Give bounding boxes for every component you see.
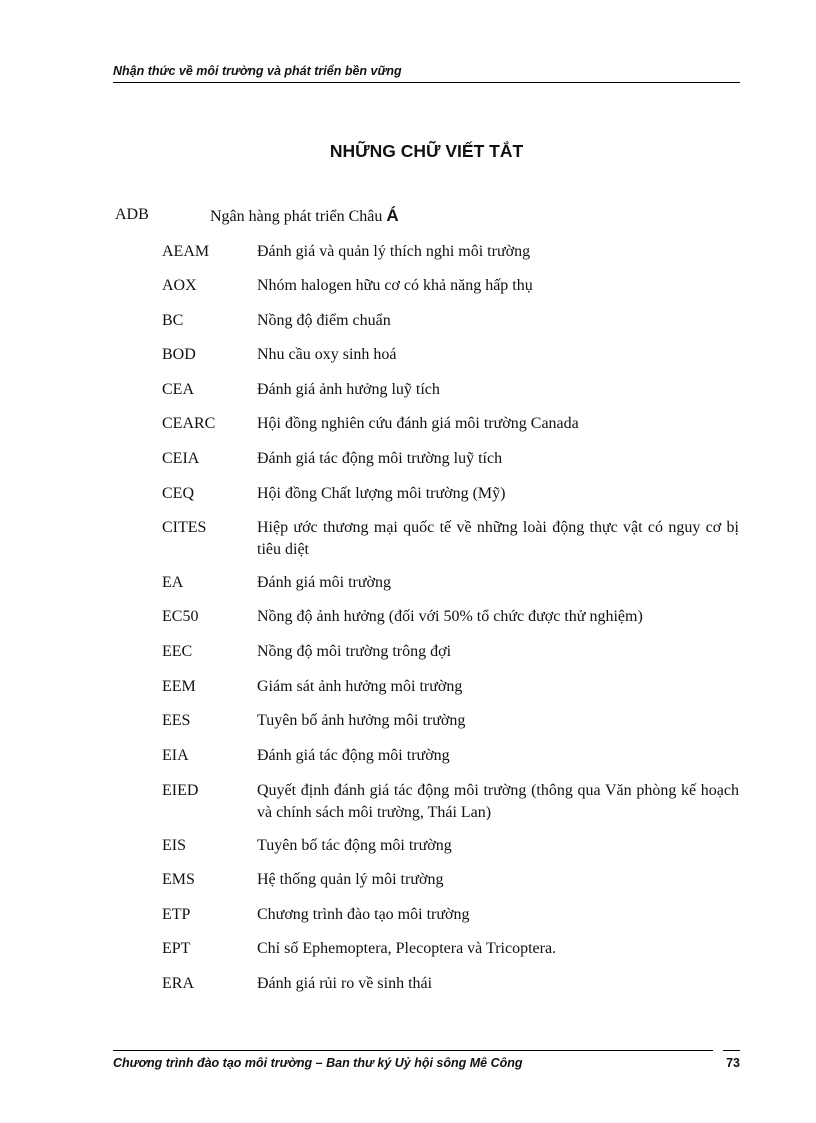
footer-rule-page	[723, 1050, 740, 1051]
abbreviation: ERA	[162, 975, 194, 992]
abbreviation-meaning: Hệ thống quản lý môi trường	[257, 871, 444, 888]
abbreviation: CEIA	[162, 450, 200, 467]
abbreviation-meaning: Nồng độ ảnh hưởng (đối với 50% tổ chức được thử nghiệm)	[257, 608, 643, 625]
abbreviation-meaning: Giám sát ảnh hưởng môi trường	[257, 678, 463, 695]
abbreviation-meaning: Đánh giá môi trường	[257, 574, 391, 591]
abbreviation-meaning: Nồng độ điểm chuẩn	[257, 312, 391, 329]
abbreviation-meaning: Đánh giá rủi ro về sinh thái	[257, 975, 433, 992]
abbreviation: BOD	[162, 346, 196, 363]
abbreviation: EA	[162, 574, 184, 591]
abbreviation-meaning: Tuyên bố ảnh hưởng môi trường	[257, 712, 466, 729]
page-title: NHỮNG CHỮ VIẾT TẮT	[329, 141, 524, 161]
abbreviation-meaning: Nhu cầu oxy sinh hoá	[257, 346, 397, 363]
abbreviation: EEC	[162, 643, 193, 660]
abbreviation: EIS	[162, 837, 186, 854]
abbreviation-meaning: Chương trình đào tạo môi trường	[257, 906, 470, 923]
abbreviation-meaning	[210, 206, 399, 226]
abbreviation: BC	[162, 312, 184, 329]
abbreviation: ETP	[162, 906, 191, 923]
abbreviation-meaning-emphasis: Á	[386, 206, 399, 225]
header-rule	[113, 82, 740, 83]
abbreviation: AOX	[162, 277, 197, 294]
abbreviation-meaning: Đánh giá tác động môi trường	[257, 747, 450, 764]
abbreviation-meaning: Đánh giá và quản lý thích nghi môi trường	[257, 243, 531, 260]
footer-rule	[113, 1050, 713, 1051]
abbreviation-meaning: Đánh giá tác động môi trường luỹ tích	[257, 450, 503, 467]
abbreviation: EEM	[162, 678, 196, 695]
abbreviation: EIA	[162, 747, 189, 764]
abbreviation: CEA	[162, 381, 194, 398]
page-footer: Chương trình đào tạo môi trường – Ban thư ký Uỷ hội sông Mê Công	[113, 1056, 523, 1070]
abbreviation-meaning-text: Ngân hàng phát triển Châu	[210, 208, 387, 225]
abbreviation: CITES	[162, 519, 207, 536]
abbreviation: EIED	[162, 782, 199, 799]
abbreviation: AEAM	[162, 243, 210, 260]
abbreviation-meaning: Nồng độ môi trường trông đợi	[257, 643, 452, 660]
abbreviation-meaning: Nhóm halogen hữu cơ có khả năng hấp thụ	[257, 277, 533, 294]
abbreviation-meaning: Hội đồng Chất lượng môi trường (Mỹ)	[257, 485, 506, 502]
abbreviation: CEQ	[162, 485, 194, 502]
abbreviation-meaning: Hiệp ước thương mại quốc tế về những loài động thực vật có nguy cơ bị tiêu diệt	[257, 519, 739, 558]
page-number: 73	[726, 1056, 740, 1070]
abbreviation-meaning: Chỉ số Ephemoptera, Plecoptera và Tricoptera.	[257, 940, 557, 957]
abbreviation-meaning: Tuyên bố tác động môi trường	[257, 837, 452, 854]
abbreviation: ADB	[115, 206, 149, 223]
abbreviation: EPT	[162, 940, 191, 957]
abbreviation-meaning: Quyết định đánh giá tác động môi trường (thông qua Văn phòng kế hoạch và chính sách môi trường, Thái Lan)	[257, 782, 739, 821]
abbreviation: EMS	[162, 871, 195, 888]
abbreviation: EC50	[162, 608, 199, 625]
abbreviation-meaning: Đánh giá ảnh hưởng luỹ tích	[257, 381, 440, 398]
page-header: Nhận thức về môi trường và phát triển bền vững	[113, 64, 402, 78]
abbreviation: EES	[162, 712, 191, 729]
abbreviation: CEARC	[162, 415, 216, 432]
abbreviation-meaning: Hội đồng nghiên cứu đánh giá môi trường Canada	[257, 415, 579, 432]
